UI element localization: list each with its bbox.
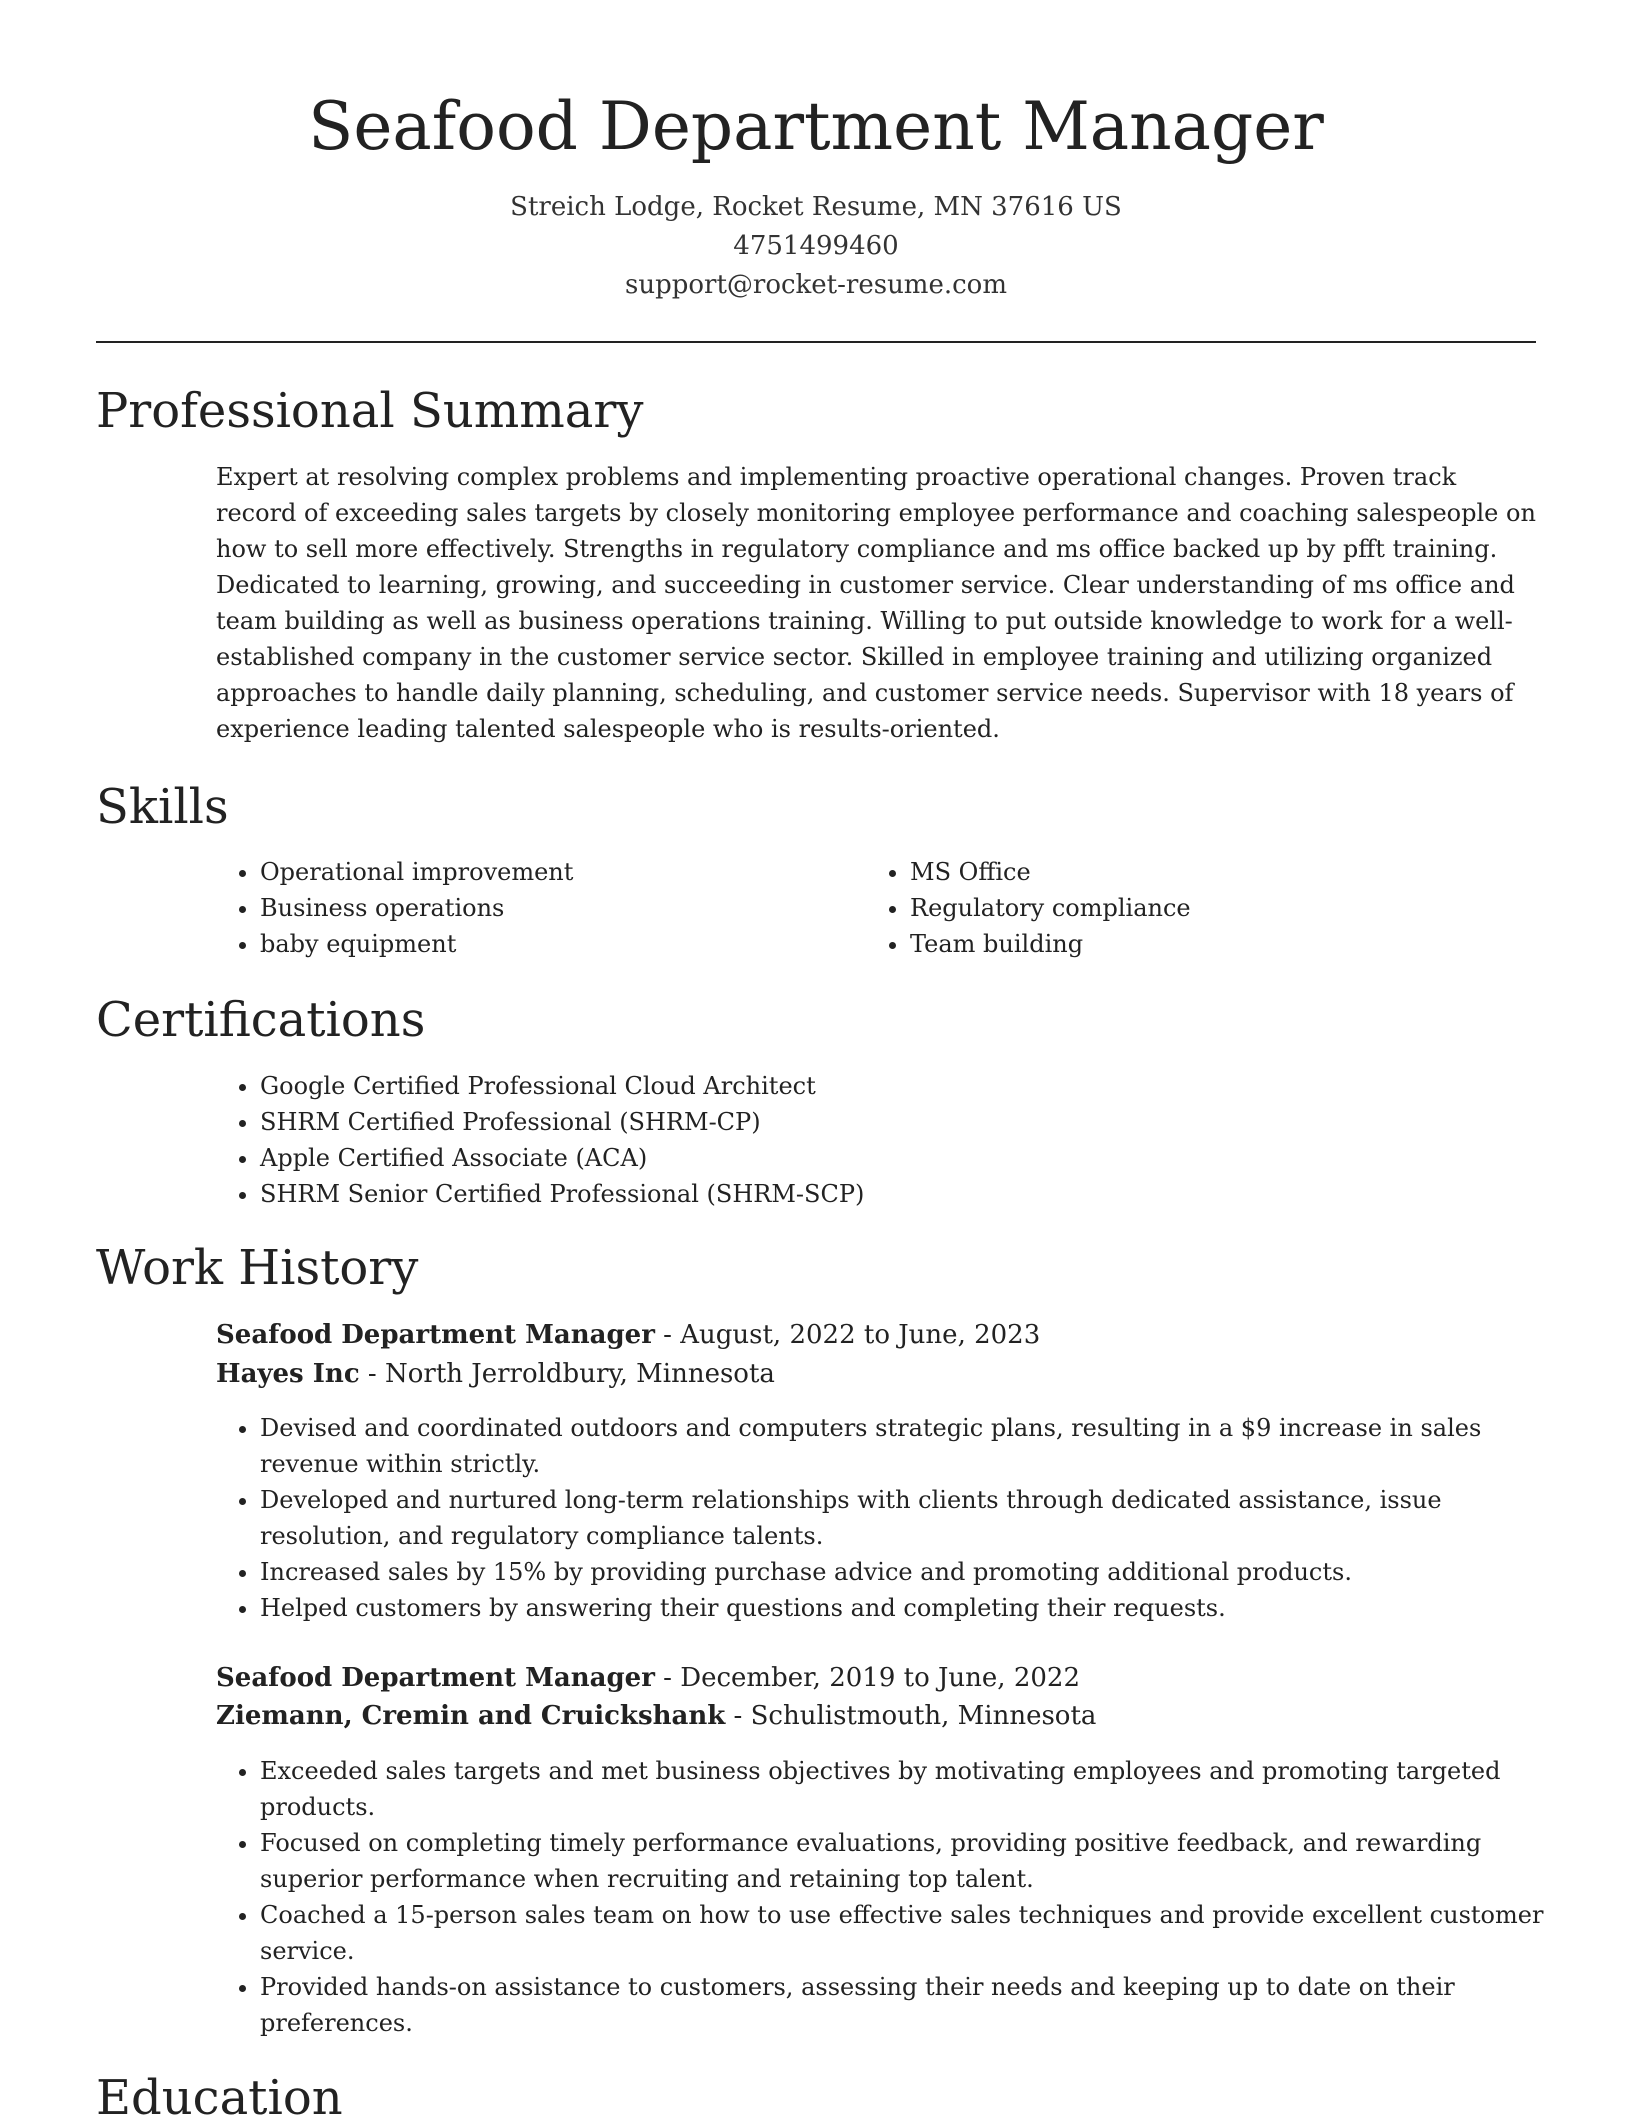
- certifications-list: [216, 1068, 1560, 1212]
- job-role: Seafood Department Manager: [216, 1320, 655, 1350]
- skill-item: • Operational improvement: [260, 854, 860, 890]
- job-bullets: [216, 1410, 1550, 1626]
- job-company: Hayes Inc: [216, 1359, 360, 1389]
- job-bullets: [216, 1753, 1550, 2041]
- certification-item: • Google Certified Professional Cloud Architect: [260, 1068, 1560, 1104]
- certifications-heading: Certifications: [96, 992, 426, 1048]
- job-location: North Jerroldbury, Minnesota: [384, 1359, 775, 1389]
- job-location: Schulistmouth, Minnesota: [750, 1701, 1097, 1731]
- skill-item: • Regulatory compliance: [910, 890, 1510, 926]
- summary-text: Expert at resolving complex problems and implementing proactive operational changes. Proven track record of exceeding sales targets by closely monitoring employee performance and coaching salespeople on how to sell more effectively. Strengths in regulatory compliance and ms office backed up by pfft training. Dedicated to learning, growing, and succeeding in customer service. Clear understanding of ms office and team building as well as business operations training. Willing to put outside knowledge to work for a well-established company in the customer service sector. Skilled in employee training and utilizing organized approaches to handle daily planning, scheduling, and customer service needs. Supervisor with 18 years of experience leading talented salespeople who is results-oriented.: [216, 463, 1536, 743]
- candidate-name: Seafood Department Manager: [308, 88, 1324, 165]
- summary-heading: Professional Summary: [96, 383, 644, 439]
- job-dates: August, 2022 to June, 2023: [680, 1320, 1041, 1350]
- resume-header: [96, 84, 1536, 305]
- job-bullet: • Focused on completing timely performance evaluations, providing positive feedback, and rewarding superior performance when recruiting and retaining top talent.: [260, 1825, 1550, 1897]
- contact-phone: 4751499460: [733, 231, 899, 261]
- education-heading: Education: [96, 2070, 343, 2126]
- skills-list-right: [866, 854, 1510, 962]
- skill-item: • Business operations: [260, 890, 860, 926]
- skills-list-left: [216, 854, 860, 962]
- contact-email: support@rocket-resume.com: [624, 270, 1007, 300]
- job-bullet: • Increased sales by 15% by providing purchase advice and promoting additional products.: [260, 1554, 1550, 1590]
- job-bullet: • Coached a 15-person sales team on how to use effective sales techniques and provide excellent customer service.: [260, 1897, 1550, 1969]
- skills-heading: Skills: [96, 779, 229, 835]
- skill-item: • Team building: [910, 926, 1510, 962]
- contact-address: Streich Lodge, Rocket Resume, MN 37616 US: [510, 192, 1122, 222]
- job-company-line: Hayes Inc - North Jerroldbury, Minnesota: [216, 1359, 775, 1389]
- job-company: Ziemann, Cremin and Cruickshank: [216, 1701, 726, 1731]
- work-history-heading: Work History: [96, 1240, 419, 1296]
- job-title-line: Seafood Department Manager - August, 2022 to June, 2023: [216, 1320, 1041, 1350]
- certification-item: • SHRM Certified Professional (SHRM-CP): [260, 1104, 1560, 1140]
- job-bullet: • Helped customers by answering their questions and completing their requests.: [260, 1590, 1550, 1626]
- job-title-line: Seafood Department Manager - December, 2019 to June, 2022: [216, 1663, 1080, 1693]
- certification-item: • Apple Certified Associate (ACA): [260, 1140, 1560, 1176]
- job-dates: December, 2019 to June, 2022: [680, 1663, 1080, 1693]
- job-bullet: • Exceeded sales targets and met business objectives by motivating employees and promoting targeted products.: [260, 1753, 1550, 1825]
- job-bullet: • Devised and coordinated outdoors and computers strategic plans, resulting in a $9 increase in sales revenue within strictly.: [260, 1410, 1550, 1482]
- header-divider: [96, 341, 1536, 343]
- certification-item: • SHRM Senior Certified Professional (SHRM-SCP): [260, 1176, 1560, 1212]
- skill-item: • MS Office: [910, 854, 1510, 890]
- job-bullet: • Provided hands-on assistance to customers, assessing their needs and keeping up to date on their preferences.: [260, 1969, 1550, 2041]
- job-role: Seafood Department Manager: [216, 1663, 655, 1693]
- skill-item: • baby equipment: [260, 926, 860, 962]
- job-bullet: • Developed and nurtured long-term relationships with clients through dedicated assistance, issue resolution, and regulatory compliance talents.: [260, 1482, 1550, 1554]
- job-company-line: Ziemann, Cremin and Cruickshank - Schulistmouth, Minnesota: [216, 1701, 1097, 1731]
